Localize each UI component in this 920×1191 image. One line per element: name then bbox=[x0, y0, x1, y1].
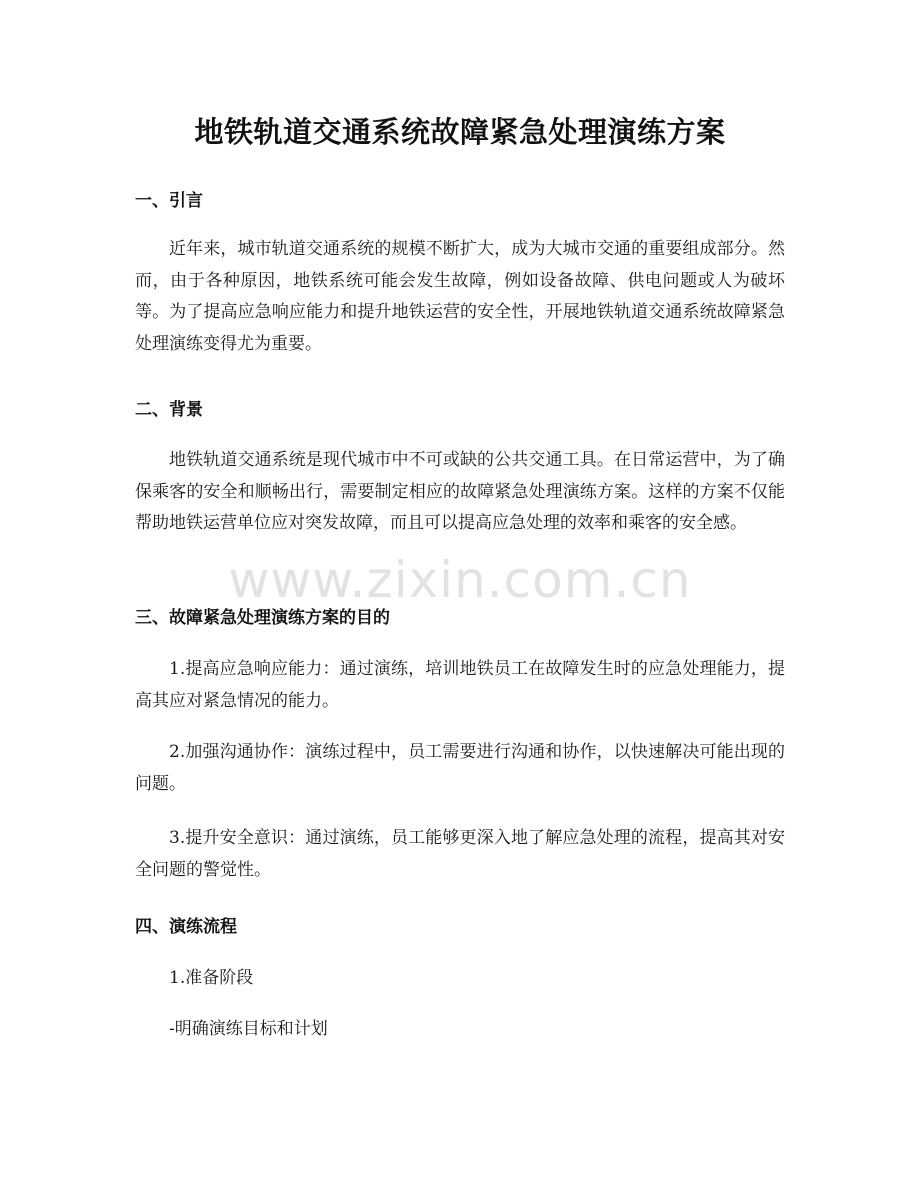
section-heading-introduction: 一、引言 bbox=[135, 191, 203, 211]
section-heading-drill-process: 四、演练流程 bbox=[135, 917, 237, 937]
paragraph-purpose-1: 1.提高应急响应能力：通过演练，培训地铁员工在故障发生时的应急处理能力，提高其应对紧急情况的能力。 bbox=[135, 659, 785, 711]
paragraph-purpose-2: 2.加强沟通协作：演练过程中，员工需要进行沟通和协作，以快速解决可能出现的问题。 bbox=[135, 742, 785, 794]
section-heading-purpose: 三、故障紧急处理演练方案的目的 bbox=[135, 608, 390, 628]
watermark: www.zixin.com.cn bbox=[228, 551, 692, 609]
paragraph-background: 地铁轨道交通系统是现代城市中不可或缺的公共交通工具。在日常运营中，为了确保乘客的安全和顺畅出行，需要制定相应的故障紧急处理演练方案。这样的方案不仅能帮助地铁运营单位应对突发故障，而且可以提高应急处理的效率和乘客的安全感。 bbox=[135, 450, 785, 533]
list-item-preparation-stage: 1.准备阶段 bbox=[169, 968, 254, 988]
list-item-define-goals: -明确演练目标和计划 bbox=[169, 1019, 328, 1039]
paragraph-introduction: 近年来，城市轨道交通系统的规模不断扩大，成为大城市交通的重要组成部分。然而，由于各种原因，地铁系统可能会发生故障，例如设备故障、供电问题或人为破坏等。为了提高应急响应能力和提升地铁运营的安全性，开展地铁轨道交通系统故障紧急处理演练变得尤为重要。 bbox=[135, 239, 785, 354]
document-title: 地铁轨道交通系统故障紧急处理演练方案 bbox=[194, 115, 726, 149]
section-heading-background: 二、背景 bbox=[135, 400, 203, 420]
paragraph-purpose-3: 3.提升安全意识：通过演练，员工能够更深入地了解应急处理的流程，提高其对安全问题的警觉性。 bbox=[135, 828, 785, 880]
